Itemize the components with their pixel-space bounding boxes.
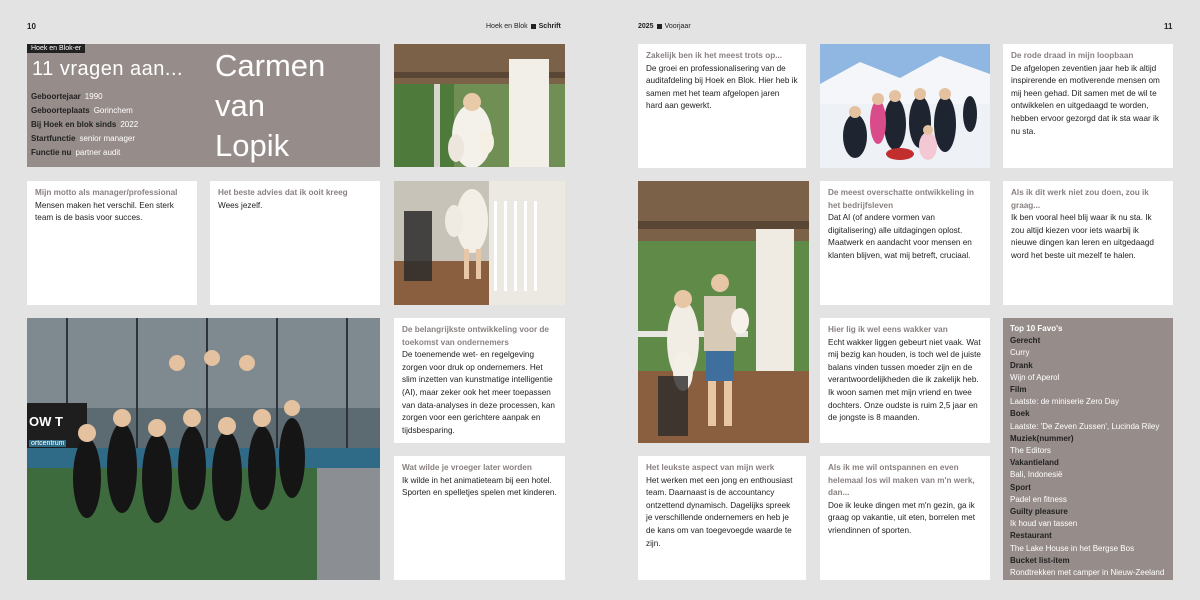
card-ontwikkeling — [394, 318, 565, 443]
card-answer: Echt wakker liggen gebeurt niet vaak. Wat mij bezig kan houden, is toch wel de juiste balans vinden tussen moeder zijn en de verantwoordelijkheden die ik zakelijk heb. Ik woon samen met mijn vriend en twee dochters. Onze oudste is ruim 2,5 jaar en de jongste is 8 maanden. — [828, 337, 981, 423]
favo-item — [1010, 457, 1166, 481]
fact-label: Startfunctie — [31, 134, 76, 143]
fact-row — [31, 132, 138, 146]
favo-key: Muziek(nummer) — [1010, 433, 1074, 443]
header-section: Schrift — [538, 23, 561, 30]
running-header-left — [486, 23, 561, 30]
running-header-right — [638, 23, 691, 30]
fact-value: partner audit — [75, 148, 121, 157]
card-ontspannen — [820, 456, 990, 580]
card-motto — [27, 181, 197, 305]
page-number-right: 11 — [1164, 22, 1173, 31]
team-banner-text: OW T — [29, 414, 63, 429]
fact-value: senior manager — [79, 134, 136, 143]
card-answer: De groei en professionalisering van de auditafdeling bij Hoek en Blok. Hier heb ik samen met het team afgelopen jaren hard aan gewerkt. — [646, 63, 798, 111]
card-question: De belangrijkste ontwikkeling voor de toekomst van ondernemers — [402, 325, 549, 347]
card-answer: De afgelopen zeventien jaar heb ik altijd inspirerende en motiverende mensen om mij heen gehad. Dit samen met de wil te ontwikkelen en uitgedaagd te worden, hebben ervoor gezorgd dat ik sta waar ik nu sta. — [1011, 63, 1160, 136]
card-answer: De toenemende wet- en regelgeving zorgen voor druk op ondernemers. Het slim inzetten van kunstmatige intelligentie (AI), maar zeker ook het meer toepassen van data-analyses in deze processen, kan zorgen voor een gerichtere aanpak en tijdsbesparing. — [402, 350, 555, 435]
favo-key: Sport — [1010, 482, 1031, 492]
favo-value: Bali, Indonesië — [1010, 470, 1063, 480]
photo-porch-image — [394, 44, 565, 167]
card-wakker — [820, 318, 990, 443]
card-question: Als ik dit werk niet zou doen, zou ik graag... — [1011, 188, 1149, 210]
favo-item — [1010, 482, 1166, 506]
bio-title: 11 vragen aan... — [32, 58, 184, 80]
fact-row — [31, 90, 138, 104]
fact-row — [31, 104, 138, 118]
photo-family-image — [638, 181, 809, 443]
card-trots — [638, 44, 806, 168]
card-answer: Mensen maken het verschil. Een sterk team is de basis voor succes. — [35, 200, 174, 223]
card-question: Zakelijk ben ik het meest trots op... — [646, 51, 783, 60]
card-answer: Het werken met een jong en enthousiast team. Daarnaast is de accountancy ontzettend dynamisch. Dagelijks spreek je verschillende ondernemers en heb je de kans om van toegevoegde waarde te zijn. — [646, 475, 793, 548]
bio-tag: Hoek en Blok-er — [27, 44, 85, 53]
name-line: Carmen — [215, 48, 326, 83]
fact-row — [31, 146, 138, 160]
favo-item — [1010, 384, 1166, 408]
photo-snow-family — [820, 44, 990, 168]
favo-value: The Editors — [1010, 446, 1051, 456]
fact-label: Geboortejaar — [31, 92, 81, 101]
team-banner-sub: ortcentrum — [31, 440, 65, 447]
name-line: Lopik — [215, 128, 290, 163]
photo-porch-family — [638, 181, 809, 443]
favo-key: Film — [1010, 385, 1027, 395]
favo-item — [1010, 506, 1166, 530]
card-answer: Dat AI (of andere vormen van digitalisering) alle uitdagingen oplost. Maatwerk en aandacht voor mensen en klanten blijven, wat mij betreft, cruciaal. — [828, 213, 972, 260]
card-answer: Ik ben vooral heel blij waar ik nu sta. Ik zou altijd kiezen voor iets waarbij ik nieuwe dingen kan leren en uitgedaagd word het beste uit mezelf te halen. — [1011, 213, 1154, 260]
card-rode-draad — [1003, 44, 1173, 168]
favo-item — [1010, 530, 1166, 554]
favo-key: Gerecht — [1010, 336, 1041, 346]
favo-key: Boek — [1010, 409, 1030, 419]
bio-facts — [31, 90, 138, 160]
card-answer: Doe ik leuke dingen met m'n gezin, ga ik graag op vakantie, uit eten, borrelen met vriendinnen of sporten. — [828, 500, 976, 535]
fact-value: 2022 — [120, 120, 139, 129]
photo-team-image — [27, 318, 380, 580]
favo-value: Laatste: 'De Zeven Zussen', Lucinda Riley — [1010, 421, 1160, 431]
favos-box — [1003, 318, 1173, 580]
favo-key: Guilty pleasure — [1010, 507, 1068, 517]
favo-item — [1010, 408, 1166, 432]
header-year: 2025 — [638, 23, 654, 30]
fact-label: Bij Hoek en blok sinds — [31, 120, 117, 129]
favo-value: Ik houd van tassen — [1010, 519, 1078, 529]
card-question: Wat wilde je vroeger later worden — [402, 463, 532, 472]
card-answer: Ik wilde in het animatieteam bij een hotel. Sporten en spelletjes spelen met kinderen. — [402, 475, 557, 498]
bio-name — [215, 46, 325, 166]
photo-snow-image — [820, 44, 990, 168]
card-leukste — [638, 456, 806, 580]
favo-key: Vakantieland — [1010, 458, 1059, 468]
card-question: De meest overschatte ontwikkeling in het bedrijfsleven — [828, 188, 975, 210]
card-question: Hier lig ik wel eens wakker van — [828, 325, 948, 334]
card-overschat — [820, 181, 990, 305]
photo-standing-image — [394, 181, 565, 305]
photo-team-padel — [27, 318, 380, 580]
card-question: Het leukste aspect van mijn werk — [646, 463, 775, 472]
photo-porch-mother-children — [394, 44, 565, 167]
fact-label: Geboorteplaats — [31, 106, 90, 115]
card-vroeger — [394, 456, 565, 580]
fact-value: Gorinchem — [93, 106, 133, 115]
favo-key: Bucket list-item — [1010, 555, 1070, 565]
page-number-left: 10 — [27, 22, 36, 31]
card-niet-werk — [1003, 181, 1173, 305]
favo-key: Restaurant — [1010, 531, 1052, 541]
favo-item — [1010, 335, 1166, 359]
card-question: Mijn motto als manager/professional — [35, 188, 178, 197]
favo-item — [1010, 555, 1166, 579]
card-question: Het beste advies dat ik ooit kreeg — [218, 188, 348, 197]
favo-value: Laatste: de miniserie Zero Day — [1010, 397, 1119, 407]
favo-item — [1010, 360, 1166, 384]
card-answer: Wees jezelf. — [218, 200, 263, 210]
card-advies — [210, 181, 380, 305]
favo-value: Wijn of Aperol — [1010, 372, 1060, 382]
favo-value: Rondtrekken met camper in Nieuw-Zeeland — [1010, 568, 1165, 578]
header-season: Voorjaar — [664, 23, 691, 30]
header-square-icon — [531, 24, 536, 29]
bio-block — [27, 44, 380, 167]
favo-value: Curry — [1010, 348, 1030, 358]
card-question: De rode draad in mijn loopbaan — [1011, 51, 1134, 60]
fact-row — [31, 118, 138, 132]
card-question: Als ik me wil ontspannen en even helemaal los wil maken van m'n werk, dan... — [828, 463, 975, 498]
favo-key: Drank — [1010, 360, 1033, 370]
header-square-icon — [657, 24, 662, 29]
header-publication: Hoek en Blok — [486, 23, 528, 30]
name-line: van — [215, 88, 265, 123]
photo-porch-standing — [394, 181, 565, 305]
favo-item — [1010, 433, 1166, 457]
favo-value: Padel en fitness — [1010, 494, 1067, 504]
favo-value: The Lake House in het Bergse Bos — [1010, 543, 1135, 553]
fact-value: 1990 — [84, 92, 103, 101]
favos-title: Top 10 Favo's — [1010, 324, 1063, 333]
fact-label: Functie nu — [31, 148, 72, 157]
